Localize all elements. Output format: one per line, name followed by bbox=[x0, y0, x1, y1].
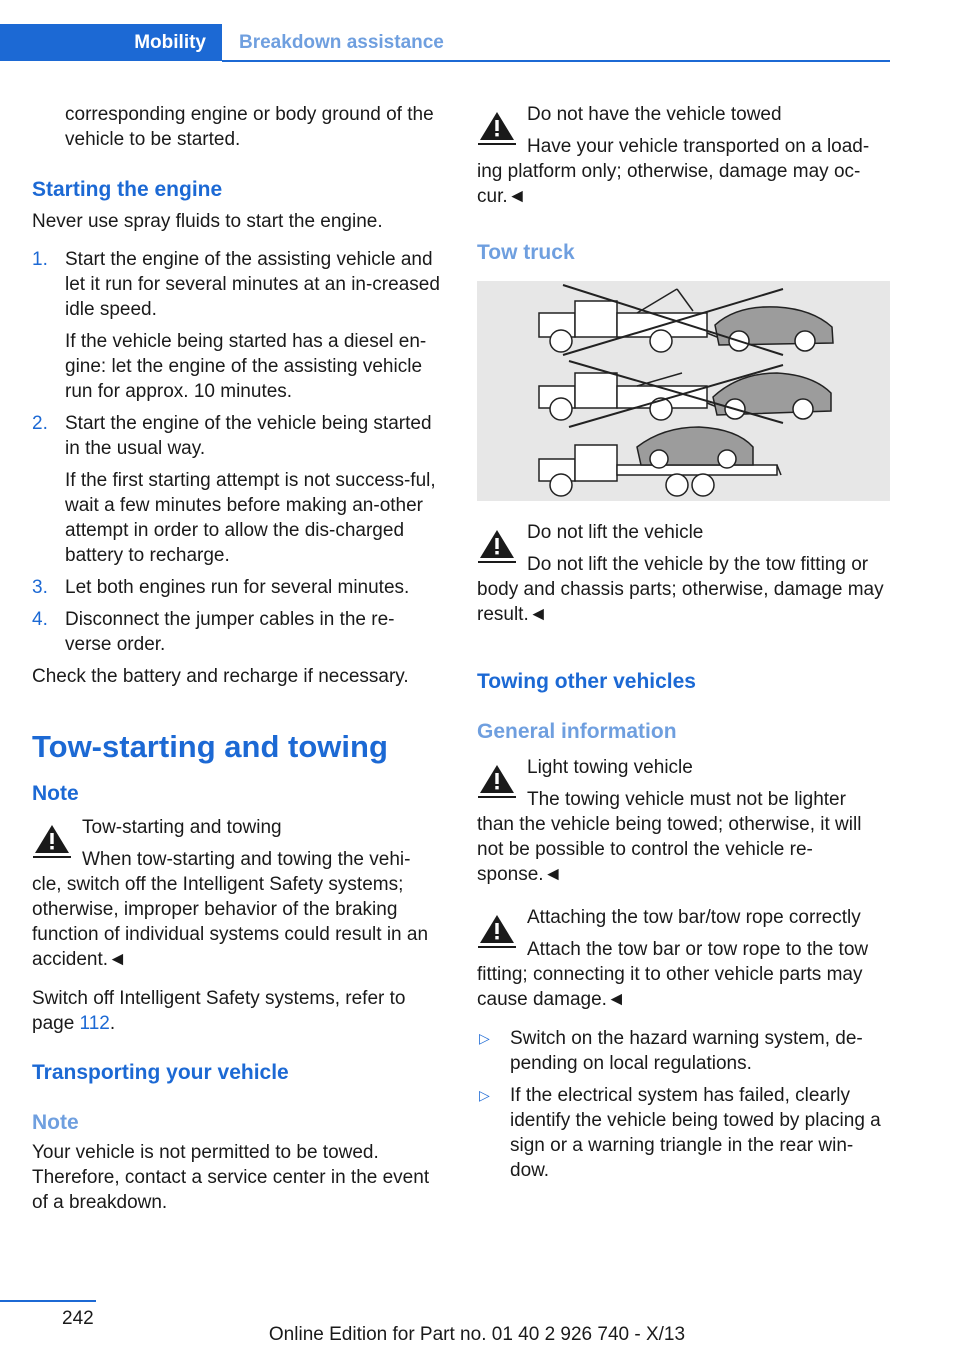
breadcrumb[interactable]: Breakdown assistance bbox=[239, 32, 444, 53]
heading-transport-note: Note bbox=[32, 1111, 79, 1134]
warning-text: ing platform only; otherwise, damage may oc-cur.◄ bbox=[477, 161, 861, 207]
bullet-text: If the electrical system has failed, clearly identify the vehicle being towed by placing a sign or a warning triangle in the rear win-dow. bbox=[510, 1085, 881, 1181]
warning-triangle-icon bbox=[477, 761, 517, 801]
step-number: 3. bbox=[32, 577, 48, 598]
intro-text: corresponding engine or body ground of the vehicle to be started. bbox=[65, 104, 434, 150]
switch-off-label: Switch off Intelligent Safety systems, refer to page bbox=[32, 988, 406, 1034]
edition-text: Online Edition for Part no. 01 40 2 926 740 - X/13 bbox=[268, 1324, 686, 1345]
triangle-right-icon: ▷ bbox=[479, 1030, 490, 1046]
heading-towing-other: Towing other vehicles bbox=[477, 670, 696, 693]
page-number: 242 bbox=[62, 1308, 94, 1329]
warning-triangle-icon bbox=[477, 526, 517, 566]
switch-off-end: . bbox=[109, 1013, 116, 1034]
closing-text: Check the battery and recharge if necessary. bbox=[32, 666, 409, 687]
list-item bbox=[32, 607, 440, 657]
step-number: 4. bbox=[32, 609, 48, 630]
step-text: Start the engine of the vehicle being started in the usual way. bbox=[65, 413, 432, 459]
warning-text-first: Attach the tow bar or tow rope to the tow bbox=[527, 939, 869, 960]
warning-block bbox=[477, 755, 890, 887]
warning-title: Do not have the vehicle towed bbox=[527, 104, 782, 125]
warning-text-first: Do not lift the vehicle by the tow fitting or bbox=[527, 554, 869, 575]
step-text: Let both engines run for several minutes. bbox=[65, 577, 410, 598]
warning-title: Attaching the tow bar/tow rope correctly bbox=[527, 907, 861, 928]
warning-text-first: Have your vehicle transported on a load- bbox=[527, 136, 870, 157]
bullet-list bbox=[477, 1026, 890, 1183]
warning-text: than the vehicle being towed; otherwise, it will not be possible to control the vehicle re-sponse.◄ bbox=[477, 814, 862, 885]
tow-truck-illustration bbox=[477, 281, 890, 501]
warning-block bbox=[477, 905, 890, 1012]
heading-starting-engine: Starting the engine bbox=[32, 178, 223, 201]
warning-block bbox=[32, 815, 440, 972]
step-subtext: If the first starting attempt is not success-ful, wait a few minutes before making an-other attempt in order to allow the dis-charged battery to recharge. bbox=[65, 470, 436, 566]
list-item bbox=[32, 575, 440, 600]
heading-general-info: General information bbox=[477, 720, 677, 743]
warning-title: Tow-starting and towing bbox=[82, 817, 282, 838]
step-subtext: If the vehicle being started has a diesel en-gine: let the engine of the assisting vehicle run for approx. 10 minutes. bbox=[65, 331, 427, 402]
heading-note: Note bbox=[32, 782, 79, 805]
triangle-right-icon: ▷ bbox=[479, 1087, 490, 1103]
steps-list bbox=[32, 247, 440, 657]
warning-triangle-icon bbox=[32, 821, 72, 861]
section-tab-label: Mobility bbox=[134, 32, 206, 53]
step-text: Disconnect the jumper cables in the re-verse order. bbox=[65, 609, 395, 655]
warning-text: body and chassis parts; otherwise, damage may result.◄ bbox=[477, 579, 884, 625]
warning-block bbox=[477, 520, 890, 627]
list-item bbox=[32, 247, 440, 404]
warning-text: cle, switch off the Intelligent Safety systems; otherwise, improper behavior of the braking function of individual systems could result in an accident.◄ bbox=[32, 874, 429, 970]
left-column bbox=[32, 102, 440, 1215]
page-link[interactable]: 112 bbox=[79, 1013, 110, 1034]
heading-tow-truck: Tow truck bbox=[477, 241, 575, 264]
warning-text-first: When tow-starting and towing the vehi- bbox=[82, 849, 411, 870]
right-column bbox=[477, 102, 890, 1190]
starting-engine-lead: Never use spray fluids to start the engine. bbox=[32, 211, 383, 232]
heading-transporting: Transporting your vehicle bbox=[32, 1061, 289, 1084]
warning-triangle-icon bbox=[477, 911, 517, 951]
step-number: 2. bbox=[32, 413, 48, 434]
footer-rule bbox=[0, 1300, 96, 1302]
step-text: Start the engine of the assisting vehicle and let it run for several minutes at an in-creased idle speed. bbox=[65, 249, 440, 320]
step-number: 1. bbox=[32, 249, 48, 270]
bullet-text: Switch on the hazard warning system, de-pending on local regulations. bbox=[510, 1028, 863, 1074]
warning-block bbox=[477, 102, 890, 209]
list-item bbox=[477, 1026, 890, 1076]
warning-title: Light towing vehicle bbox=[527, 757, 693, 778]
page-title: Tow-starting and towing bbox=[32, 729, 388, 764]
warning-text: fitting; connecting it to other vehicle parts may cause damage.◄ bbox=[477, 964, 863, 1010]
section-tab[interactable] bbox=[0, 24, 222, 61]
warning-triangle-icon bbox=[477, 108, 517, 148]
header-rule bbox=[222, 60, 890, 62]
warning-title: Do not lift the vehicle bbox=[527, 522, 704, 543]
transport-text: Your vehicle is not permitted to be towed. Therefore, contact a service center in the event of a breakdown. bbox=[32, 1142, 430, 1213]
list-item bbox=[32, 411, 440, 568]
warning-text-first: The towing vehicle must not be lighter bbox=[527, 789, 846, 810]
switch-off-text bbox=[32, 986, 440, 1036]
list-item bbox=[477, 1083, 890, 1183]
